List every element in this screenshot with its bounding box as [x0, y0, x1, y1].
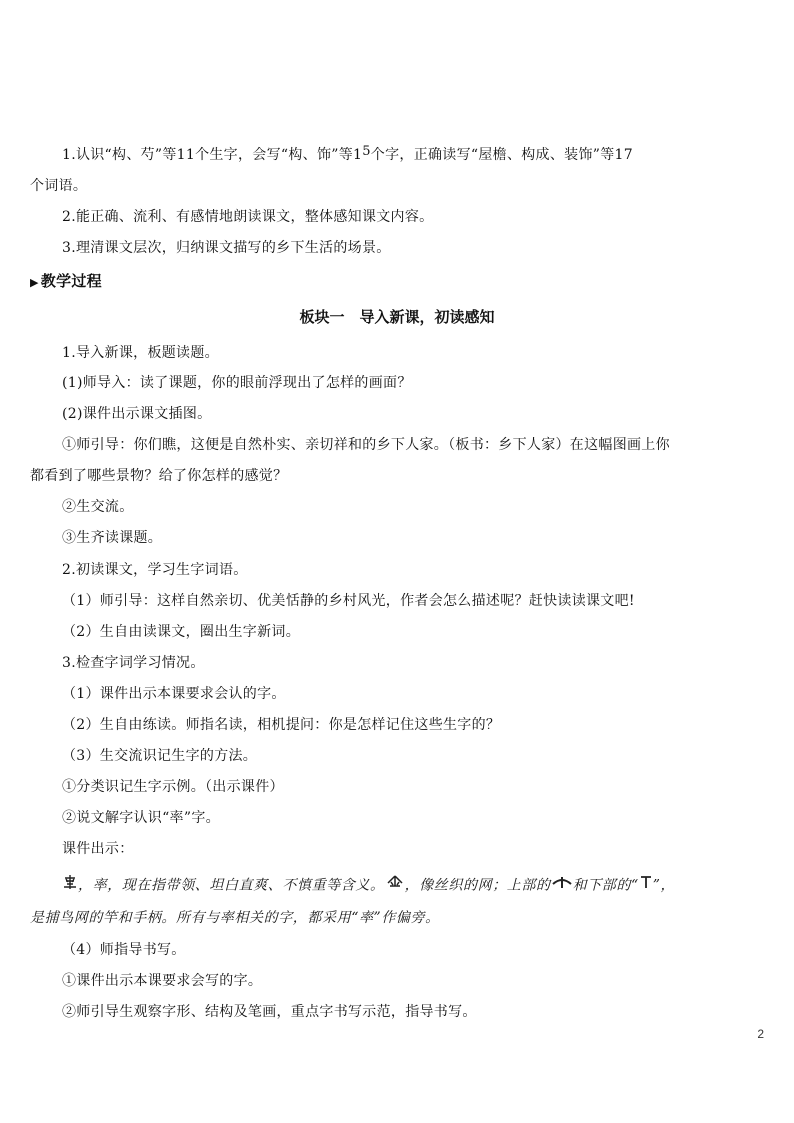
paragraph-line: ①课件出示本课要求会写的字。 [62, 973, 263, 989]
paragraph-line: （2）生自由读课文，圈出生字新词。 [62, 624, 301, 640]
paragraph-line: ①分类识记生字示例。（出示课件） [62, 779, 284, 795]
page-number: 2 [757, 1027, 764, 1041]
handle-pictograph-icon [639, 874, 653, 897]
paragraph-line: ②师引导生观察字形、结构及笔画，重点字书写示范，指导书写。 [62, 1004, 477, 1020]
courseware-text-c: 和下部的“ [572, 877, 639, 894]
paragraph-line: (1)师导入：读了课题，你的眼前浮现出了怎样的画面？ [62, 375, 412, 391]
objective-1-part-b: 个字，正确读写“屋檐、构成、装饰”等17 [370, 147, 633, 163]
objective-1-continued: 个词语。 [30, 178, 88, 194]
paragraph-line: （1）课件出示本课要求会认的字。 [62, 686, 286, 702]
paragraph-line: ②说文解字认识“率”字。 [62, 810, 220, 826]
triangle-bullet-icon: ▶ [30, 276, 39, 289]
courseware-text-d: ”， [652, 877, 676, 894]
paragraph-line: ②生交流。 [62, 499, 134, 515]
ancient-lv-character-icon [62, 874, 78, 897]
paragraph-line: ①师引导：你们瞧，这便是自然朴实、亲切祥和的乡下人家。（板书：乡下人家）在这幅图画上你 [62, 437, 670, 453]
pole-pictograph-icon [551, 874, 573, 897]
courseware-text-a: ，率，现在指带领、坦白直爽、不慎重等含义。 [78, 877, 385, 894]
block-title: 板块一 导入新课，初读感知 [299, 308, 495, 326]
paragraph-line: （3）生交流识记生字的方法。 [62, 748, 258, 764]
process-heading-text: 教学过程 [40, 272, 102, 290]
courseware-text-b: ，像丝织的网；上部的 [404, 877, 551, 894]
process-heading [30, 271, 760, 293]
courseware-line-2: 是捕鸟网的竿和手柄。所有与率相关的字，都采用“率”作偏旁。 [30, 910, 440, 926]
courseware-line-1 [62, 874, 675, 897]
paragraph-line: ③生齐读课题。 [62, 530, 163, 546]
paragraph-line: 课件出示： [62, 841, 134, 857]
paragraph-line: (2)课件出示课文插图。 [62, 406, 212, 422]
paragraph-line: 3.检查字词学习情况。 [62, 655, 205, 671]
paragraph-line: （1）师引导：这样自然亲切、优美恬静的乡村风光，作者会怎么描述呢？赶快读读课文吧! [62, 593, 635, 609]
objective-1-raised-digit: 5 [362, 144, 371, 159]
net-pictograph-icon [385, 874, 405, 897]
paragraph-line: 都看到了哪些景物？给了你怎样的感觉？ [30, 468, 288, 484]
paragraph-line: 2.初读课文，学习生字词语。 [62, 562, 248, 578]
objective-2: 2.能正确、流利、有感情地朗读课文，整体感知课文内容。 [62, 209, 434, 225]
paragraph-line: （4）师指导书写。 [62, 942, 186, 958]
objective-1-part-a: 1.认识“构、芍”等11个生字，会写“构、饰”等1 [62, 147, 363, 163]
objective-3: 3.理清课文层次，归纳课文描写的乡下生活的场景。 [62, 240, 391, 256]
paragraph-line: 1.导入新课，板题读题。 [62, 345, 219, 361]
objective-1 [62, 145, 760, 166]
paragraph-line: （2）生自由练读。师指名读，相机提问：你是怎样记住这些生字的？ [62, 717, 501, 733]
